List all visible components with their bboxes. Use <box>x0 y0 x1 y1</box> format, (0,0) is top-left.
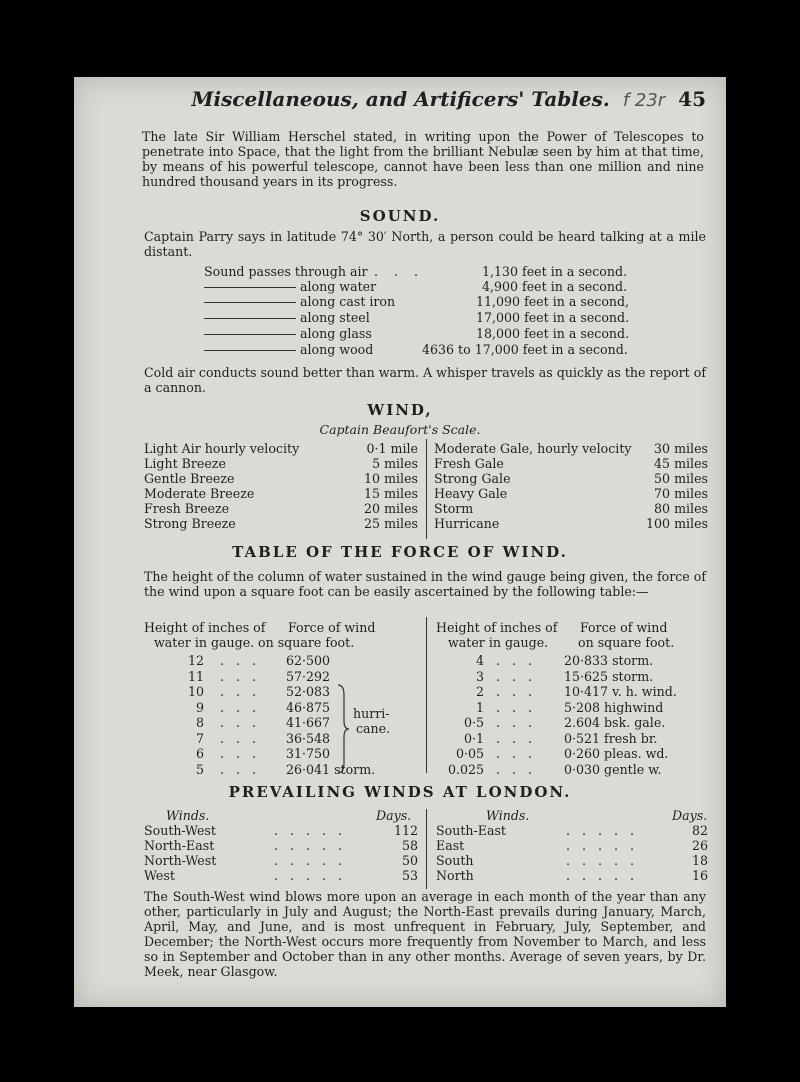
sound-value-glass: 18,000 feet in a second. <box>476 326 630 341</box>
page-number: 45 <box>678 87 706 111</box>
beaufort-row: Fresh Gale 45 miles <box>434 456 708 471</box>
sound-row-cast-iron: along cast iron <box>300 294 396 309</box>
height-header-2: water in gauge. <box>448 635 549 650</box>
beaufort-row: Moderate Breeze 15 miles <box>144 486 418 501</box>
prevailing-footer: The South-West wind blows more upon an average in each month of the year than any other, particularly in July and August; the North-East prevails during January, March, April, May, and June, and is most unfrequent in February, July, September, and December; the North-West occurs more frequently from November to March, and less so in September and October than in any other months. Average of seven years, by Dr. Meek, near Glasgow. <box>144 889 706 979</box>
ditto-line <box>204 350 296 351</box>
force-row: 9 . . . 46·875 <box>195 699 331 715</box>
column-divider <box>426 617 427 773</box>
beaufort-left-table <box>144 441 418 531</box>
prevailing-left-table <box>144 823 418 883</box>
sound-value-air: 1,130 feet in a second. <box>482 264 628 279</box>
prevailing-row: East . . . . . 26 <box>436 838 708 853</box>
prevailing-row: South . . . . . 18 <box>436 853 708 868</box>
force-heading: TABLE OF THE FORCE OF WIND. <box>232 543 568 561</box>
force-header-2: on square foot. <box>578 635 675 650</box>
force-row: 1 . . . 5·208 highwind <box>475 699 664 715</box>
height-header-2: water in gauge. <box>154 635 255 650</box>
sound-dots: . . . <box>374 264 419 279</box>
beaufort-row: Strong Gale 50 miles <box>434 471 708 486</box>
hurricane-label-2: cane. <box>356 721 391 736</box>
force-row: 0.025 . . . 0·030 gentle w. <box>447 761 662 777</box>
parry-paragraph: Captain Parry says in latitude 74° 30′ North, a person could be heard talking at a mile distant. <box>144 229 706 259</box>
document-page <box>74 77 726 1007</box>
sound-row-air: Sound passes through air <box>204 264 368 279</box>
beaufort-row: Storm 80 miles <box>434 501 708 516</box>
prevailing-row: South-West . . . . . 112 <box>144 823 418 838</box>
page-header <box>74 87 706 111</box>
winds-header: Winds. <box>486 808 530 823</box>
force-row: 12 . . . 62·500 <box>187 653 331 668</box>
ditto-line <box>204 318 296 319</box>
force-right-table <box>440 653 710 777</box>
force-row: 0·1 . . . 0·521 fresh br. <box>463 730 658 746</box>
force-row: 10 . . . 52·083 <box>187 684 331 699</box>
sound-value-cast-iron: 11,090 feet in a second, <box>476 294 630 309</box>
prevailing-row: North-East . . . . . 58 <box>144 838 418 853</box>
force-row: 0·5 . . . 2.604 bsk. gale. <box>463 715 666 730</box>
force-row: 2 . . . 10·417 v. h. wind. <box>475 684 677 699</box>
ditto-line <box>204 302 296 303</box>
force-row: 5 . . . 26·041 storm. <box>195 761 376 777</box>
beaufort-row: Heavy Gale 70 miles <box>434 486 708 501</box>
beaufort-subheading: Captain Beaufort's Scale. <box>319 422 481 437</box>
sound-footer: Cold air conducts sound better than warm. A whisper travels as quickly as the report of a cannon. <box>144 365 706 395</box>
ditto-line <box>204 334 296 335</box>
sound-row-glass: along glass <box>300 326 372 341</box>
beaufort-row: Light Air hourly velocity 0·1 mile <box>144 441 418 456</box>
force-row: 6 . . . 31·750 <box>195 746 331 761</box>
wind-heading: WIND, <box>367 401 433 419</box>
sound-value-water: 4,900 feet in a second. <box>482 279 628 294</box>
days-header: Days. <box>672 808 708 823</box>
prevailing-row: North . . . . . 16 <box>436 868 708 883</box>
beaufort-row: Strong Breeze 25 miles <box>144 516 418 531</box>
force-row: 4 . . . 20·833 storm. <box>475 653 654 668</box>
days-header: Days. <box>376 808 412 823</box>
height-header: Height of inches of <box>436 620 558 635</box>
beaufort-row: Gentle Breeze 10 miles <box>144 471 418 486</box>
prevailing-heading: PREVAILING WINDS AT LONDON. <box>228 783 572 801</box>
column-divider <box>426 809 427 889</box>
herschel-paragraph: The late Sir William Herschel stated, in writing upon the Power of Telescopes to penetrate into Space, that the light from the brilliant Nebulæ seen by him at that time, by means of his powerful telescope, cannot have been less than one million and nine hundred thousand years in its progress. <box>142 129 704 189</box>
beaufort-row: Fresh Breeze 20 miles <box>144 501 418 516</box>
beaufort-row: Light Breeze 5 miles <box>144 456 418 471</box>
column-divider <box>426 439 427 539</box>
force-header-2: on square foot. <box>258 635 355 650</box>
running-title: Miscellaneous, and Artificers' Tables. <box>191 87 610 111</box>
winds-header: Winds. <box>166 808 210 823</box>
sound-heading: SOUND. <box>359 207 441 225</box>
hurricane-brace <box>336 683 350 775</box>
height-header: Height of inches of <box>144 620 266 635</box>
hurricane-label: hurri- <box>353 706 390 721</box>
force-row: 7 . . . 36·548 <box>195 730 331 746</box>
sound-row-steel: along steel <box>300 310 370 325</box>
beaufort-row: Hurricane 100 miles <box>434 516 708 531</box>
handwritten-folio: f 23r <box>622 90 666 111</box>
sound-row-water: along water <box>300 279 377 294</box>
sound-row-wood: along wood <box>300 342 374 357</box>
prevailing-row: South-East . . . . . 82 <box>436 823 708 838</box>
force-header: Force of wind <box>580 620 668 635</box>
force-intro: The height of the column of water sustained in the wind gauge being given, the force of the wind upon a square foot can be easily ascertained by the following table:— <box>144 569 706 599</box>
force-row: 3 . . . 15·625 storm. <box>475 668 654 684</box>
prevailing-row: North-West . . . . . 50 <box>144 853 418 868</box>
beaufort-row: Moderate Gale, hourly velocity 30 miles <box>434 441 708 456</box>
force-row: 0·05 . . . 0·260 pleas. wd. <box>455 746 669 761</box>
prevailing-right-table <box>436 823 708 883</box>
prevailing-row: West . . . . . 53 <box>144 868 418 883</box>
force-row: 11 . . . 57·292 <box>187 668 331 684</box>
beaufort-right-table <box>434 441 708 531</box>
sound-value-wood: 4636 to 17,000 feet in a second. <box>422 342 628 357</box>
force-row: 8 . . . 41·667 <box>195 715 331 730</box>
force-header: Force of wind <box>288 620 376 635</box>
sound-value-steel: 17,000 feet in a second. <box>476 310 630 325</box>
ditto-line <box>204 287 296 288</box>
